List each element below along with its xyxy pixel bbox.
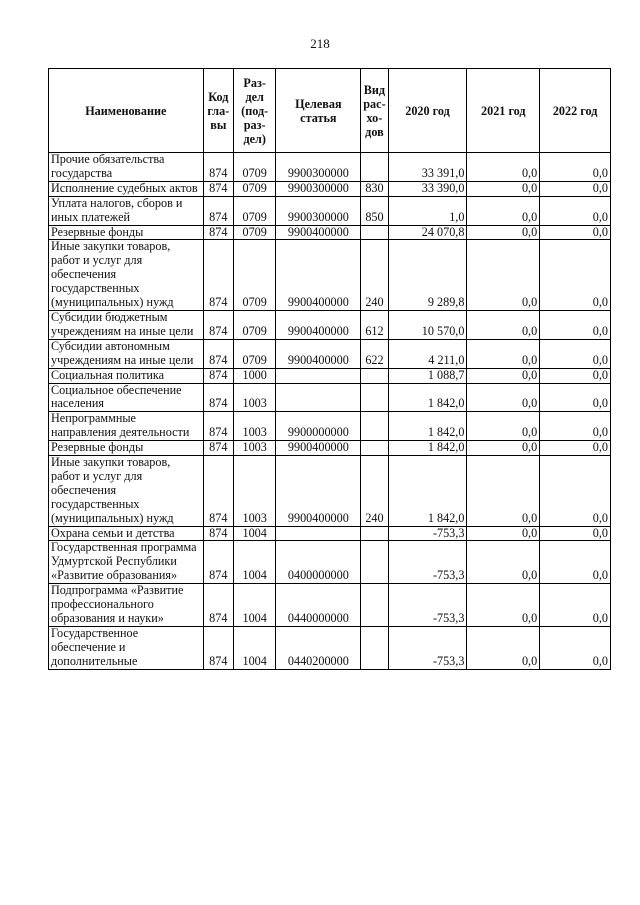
table-row (49, 412, 611, 441)
table-row (49, 196, 611, 225)
cell-2021: 0,0 (467, 383, 540, 412)
cell-expense-type (361, 412, 388, 441)
cell-target-article: 9900400000 (276, 441, 361, 456)
cell-2021: 0,0 (467, 196, 540, 225)
cell-expense-type (361, 584, 388, 627)
cell-2022: 0,0 (540, 310, 611, 339)
cell-2020: 9 289,8 (388, 240, 467, 311)
cell-2021: 0,0 (467, 153, 540, 182)
page-number: 218 (310, 36, 330, 51)
table-row (49, 456, 611, 527)
cell-target-article: 0400000000 (276, 541, 361, 584)
cell-2021: 0,0 (467, 181, 540, 196)
cell-2022: 0,0 (540, 196, 611, 225)
cell-section: 1004 (233, 584, 275, 627)
cell-2022: 0,0 (540, 339, 611, 368)
cell-name: Подпрограмма «Развитие профессионального образования и науки» (49, 584, 204, 627)
cell-2021: 0,0 (467, 310, 540, 339)
cell-target-article: 9900400000 (276, 456, 361, 527)
table-row (49, 584, 611, 627)
table-row (49, 541, 611, 584)
header-target-article: Целевая статья (276, 69, 361, 153)
cell-name: Субсидии бюджетным учреждениям на иные цели (49, 310, 204, 339)
cell-2020: 1 842,0 (388, 383, 467, 412)
cell-name: Субсидии автономным учреждениям на иные цели (49, 339, 204, 368)
cell-2022: 0,0 (540, 626, 611, 669)
cell-section: 1004 (233, 626, 275, 669)
cell-2021: 0,0 (467, 541, 540, 584)
cell-section: 0709 (233, 153, 275, 182)
cell-chapter-code: 874 (203, 584, 233, 627)
cell-name: Уплата налогов, сборов и иных платежей (49, 196, 204, 225)
cell-section: 0709 (233, 240, 275, 311)
header-expense-type: Вид рас- хо- дов (361, 69, 388, 153)
cell-target-article: 0440200000 (276, 626, 361, 669)
cell-2020: 33 390,0 (388, 181, 467, 196)
cell-chapter-code: 874 (203, 541, 233, 584)
cell-target-article: 9900400000 (276, 339, 361, 368)
cell-expense-type (361, 526, 388, 541)
cell-2021: 0,0 (467, 456, 540, 527)
cell-chapter-code: 874 (203, 153, 233, 182)
table-row (49, 383, 611, 412)
table-body (49, 153, 611, 670)
cell-name: Социальная политика (49, 368, 204, 383)
cell-2021: 0,0 (467, 584, 540, 627)
cell-section: 0709 (233, 196, 275, 225)
table-row (49, 225, 611, 240)
cell-2020: -753,3 (388, 584, 467, 627)
cell-chapter-code: 874 (203, 456, 233, 527)
cell-chapter-code: 874 (203, 626, 233, 669)
table-row (49, 339, 611, 368)
table-header-row (49, 69, 611, 153)
cell-target-article: 9900000000 (276, 412, 361, 441)
cell-2021: 0,0 (467, 240, 540, 311)
cell-section: 1004 (233, 541, 275, 584)
cell-chapter-code: 874 (203, 240, 233, 311)
cell-2022: 0,0 (540, 526, 611, 541)
header-2022: 2022 год (540, 69, 611, 153)
cell-name: Иные закупки товаров, работ и услуг для обеспечения государственных (муниципальных) нужд (49, 240, 204, 311)
cell-name: Государственное обеспечение и дополнительные (49, 626, 204, 669)
cell-chapter-code: 874 (203, 196, 233, 225)
cell-target-article: 9900300000 (276, 196, 361, 225)
cell-expense-type (361, 153, 388, 182)
cell-name: Прочие обязательства государства (49, 153, 204, 182)
cell-2021: 0,0 (467, 626, 540, 669)
header-section: Раз- дел (под- раз- дел) (233, 69, 275, 153)
cell-section: 1000 (233, 368, 275, 383)
cell-chapter-code: 874 (203, 225, 233, 240)
cell-2022: 0,0 (540, 441, 611, 456)
cell-expense-type (361, 541, 388, 584)
cell-chapter-code: 874 (203, 310, 233, 339)
cell-target-article (276, 368, 361, 383)
cell-2022: 0,0 (540, 412, 611, 441)
cell-expense-type: 612 (361, 310, 388, 339)
cell-chapter-code: 874 (203, 441, 233, 456)
cell-target-article (276, 383, 361, 412)
cell-2020: 1 842,0 (388, 441, 467, 456)
table-row (49, 368, 611, 383)
cell-expense-type: 622 (361, 339, 388, 368)
cell-target-article: 9900300000 (276, 181, 361, 196)
cell-expense-type (361, 626, 388, 669)
header-chapter-code: Код гла- вы (203, 69, 233, 153)
cell-expense-type (361, 383, 388, 412)
cell-2022: 0,0 (540, 225, 611, 240)
cell-expense-type (361, 441, 388, 456)
header-2021: 2021 год (467, 69, 540, 153)
cell-2021: 0,0 (467, 412, 540, 441)
cell-chapter-code: 874 (203, 412, 233, 441)
cell-section: 0709 (233, 225, 275, 240)
cell-expense-type (361, 225, 388, 240)
cell-expense-type: 830 (361, 181, 388, 196)
table-row (49, 626, 611, 669)
cell-expense-type: 240 (361, 240, 388, 311)
cell-section: 1004 (233, 526, 275, 541)
cell-2020: 1,0 (388, 196, 467, 225)
cell-2022: 0,0 (540, 456, 611, 527)
cell-chapter-code: 874 (203, 383, 233, 412)
cell-2021: 0,0 (467, 526, 540, 541)
budget-table (48, 68, 611, 670)
cell-2020: 4 211,0 (388, 339, 467, 368)
cell-name: Государственная программа Удмуртской Республики «Развитие образования» (49, 541, 204, 584)
cell-chapter-code: 874 (203, 339, 233, 368)
cell-2020: -753,3 (388, 541, 467, 584)
cell-name: Непрограммные направления деятельности (49, 412, 204, 441)
table-row (49, 153, 611, 182)
table-row (49, 310, 611, 339)
cell-2022: 0,0 (540, 584, 611, 627)
cell-2020: 1 088,7 (388, 368, 467, 383)
cell-2022: 0,0 (540, 240, 611, 311)
cell-name: Социальное обеспечение населения (49, 383, 204, 412)
table-row (49, 526, 611, 541)
cell-expense-type: 850 (361, 196, 388, 225)
cell-2022: 0,0 (540, 153, 611, 182)
cell-2021: 0,0 (467, 339, 540, 368)
cell-2020: 1 842,0 (388, 412, 467, 441)
cell-2022: 0,0 (540, 383, 611, 412)
cell-section: 1003 (233, 441, 275, 456)
cell-2020: 10 570,0 (388, 310, 467, 339)
cell-2020: 33 391,0 (388, 153, 467, 182)
cell-name: Исполнение судебных актов (49, 181, 204, 196)
cell-section: 1003 (233, 412, 275, 441)
cell-2022: 0,0 (540, 181, 611, 196)
cell-section: 0709 (233, 181, 275, 196)
cell-chapter-code: 874 (203, 526, 233, 541)
header-2020: 2020 год (388, 69, 467, 153)
cell-2020: -753,3 (388, 626, 467, 669)
cell-2020: -753,3 (388, 526, 467, 541)
cell-expense-type (361, 368, 388, 383)
cell-section: 0709 (233, 310, 275, 339)
cell-2022: 0,0 (540, 368, 611, 383)
cell-section: 1003 (233, 383, 275, 412)
cell-2020: 1 842,0 (388, 456, 467, 527)
cell-name: Резервные фонды (49, 441, 204, 456)
cell-target-article: 9900300000 (276, 153, 361, 182)
cell-name: Иные закупки товаров, работ и услуг для обеспечения государственных (муниципальных) нужд (49, 456, 204, 527)
cell-target-article: 9900400000 (276, 240, 361, 311)
table-row (49, 181, 611, 196)
cell-target-article: 0440000000 (276, 584, 361, 627)
cell-section: 1003 (233, 456, 275, 527)
cell-chapter-code: 874 (203, 181, 233, 196)
cell-section: 0709 (233, 339, 275, 368)
cell-name: Резервные фонды (49, 225, 204, 240)
cell-2022: 0,0 (540, 541, 611, 584)
cell-2020: 24 070,8 (388, 225, 467, 240)
cell-2021: 0,0 (467, 368, 540, 383)
cell-target-article (276, 526, 361, 541)
cell-target-article: 9900400000 (276, 310, 361, 339)
table-row (49, 240, 611, 311)
cell-target-article: 9900400000 (276, 225, 361, 240)
cell-chapter-code: 874 (203, 368, 233, 383)
table-row (49, 441, 611, 456)
header-name: Наименование (49, 69, 204, 153)
cell-name: Охрана семьи и детства (49, 526, 204, 541)
cell-expense-type: 240 (361, 456, 388, 527)
cell-2021: 0,0 (467, 441, 540, 456)
cell-2021: 0,0 (467, 225, 540, 240)
